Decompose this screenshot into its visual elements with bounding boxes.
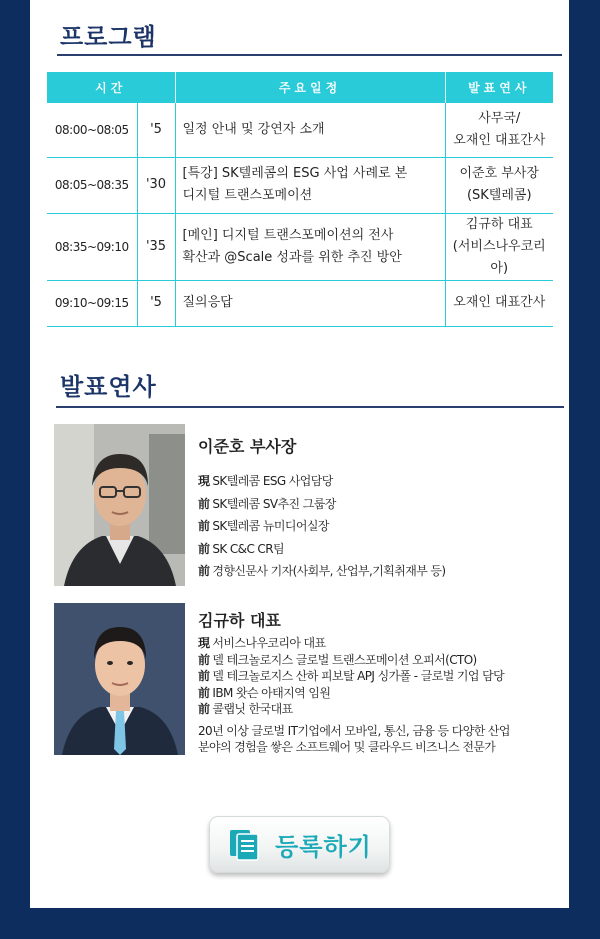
presenter-line: (서비스나우코리아) [452,238,546,276]
career-prefix: 前 [198,669,210,683]
career-prefix: 前 [198,564,210,578]
speaker-name: 김규하 대표 [198,611,281,630]
session-title-line: 질의응답 [182,295,233,310]
session-duration: '30 [137,157,175,213]
presenter-line: 이준호 부사장 [459,166,539,181]
session-presenter [445,280,553,326]
list-item [198,668,568,685]
summary-line: 분야의 경험을 쌓은 소프트웨어 및 클라우드 비즈니스 전문가 [198,739,496,754]
session-title [175,103,445,157]
career-text: 콜랩닛 한국대표 [212,702,293,716]
session-duration: '35 [137,213,175,280]
career-prefix: 前 [198,652,210,667]
session-time: 08:35~09:10 [47,213,137,280]
register-button[interactable] [209,816,390,873]
presenter-line: 오재인 대표간사 [453,295,546,310]
career-text: SK C&C CR팀 [212,541,284,556]
session-time: 08:00~08:05 [47,103,137,157]
career-prefix: 前 [198,519,210,533]
program-schedule-table [47,72,553,327]
career-prefix: 前 [198,541,210,556]
speaker-photo-kim [54,603,185,755]
list-item [198,493,568,516]
career-prefix: 前 [198,702,210,716]
session-presenter [445,103,553,157]
career-text: 델 테크놀로지스 글로벌 트랜스포메이션 오피서(CTO) [212,652,477,667]
career-text: IBM 왓슨 아태지역 임원 [212,685,331,700]
career-prefix: 前 [198,496,210,511]
table-row [47,157,553,213]
header-agenda: 주요일정 [175,72,445,103]
career-prefix: 前 [198,685,210,700]
header-presenter: 발표연사 [445,72,553,103]
list-item [198,635,568,652]
session-title-line: 확산과 @Scale 성과를 위한 추진 방안 [182,249,402,265]
career-text: SK텔레콤 ESG 사업담당 [212,474,333,488]
session-title-line: 디지털 트랜스포메이션 [182,188,313,203]
table-row [47,213,553,280]
session-duration: '5 [137,280,175,326]
presenter-line: 오재인 대표간사 [453,132,546,148]
list-item [198,470,568,493]
event-card [30,0,569,908]
session-title [175,157,445,213]
table-row [47,103,553,157]
speakers-section-title: 발표연사 [60,373,157,401]
speaker-bio-kim [198,608,568,755]
list-item [198,701,568,718]
speaker-career-list [198,635,568,718]
career-prefix: 現 [198,474,210,488]
speaker-photo-lee [54,424,185,586]
session-title-line: [메인] 디지털 트랜스포메이션의 전사 [182,227,394,243]
career-text: SK텔레콤 SV추진 그룹장 [212,496,336,511]
session-presenter [445,213,553,280]
summary-line: 20년 이상 글로벌 IT기업에서 모바일, 통신, 금융 등 다양한 산업 [198,723,510,738]
register-button-label: 등록하기 [275,833,372,861]
session-time: 09:10~09:15 [47,280,137,326]
career-text: 델 테크놀로지스 산하 피보탈 APJ 싱가폴 - 글로벌 기업 담당 [212,669,505,683]
presenter-line: 김규하 대표 [465,216,533,232]
speaker-career-list [198,470,568,583]
career-prefix: 現 [198,636,210,650]
speaker-summary [198,723,568,755]
header-time: 시간 [47,72,175,103]
speakers-title-divider [56,406,564,408]
list-item [198,515,568,538]
presenter-line: (SK텔레콤) [466,188,532,203]
session-duration: '5 [137,103,175,157]
session-title-line: [특강] SK텔레콤의 ESG 사업 사례로 본 [182,166,408,181]
schedule-header-row [47,72,553,103]
program-section-title: 프로그램 [60,23,157,51]
career-text: 서비스나우코리아 대표 [212,636,326,650]
session-title-line: 일정 안내 및 강연자 소개 [182,121,325,137]
document-icon [227,828,261,862]
list-item [198,538,568,561]
list-item [198,560,568,583]
career-text: 경향신문사 기자(사회부, 산업부,기획취재부 등) [212,564,446,578]
table-row [47,280,553,326]
program-title-divider [57,54,562,56]
session-title [175,280,445,326]
speaker-name: 이준호 부사장 [198,437,297,456]
session-presenter [445,157,553,213]
presenter-line: 사무국/ [478,110,521,126]
career-text: SK텔레콤 뉴미디어실장 [212,519,329,533]
list-item [198,652,568,669]
session-title [175,213,445,280]
session-time: 08:05~08:35 [47,157,137,213]
speaker-bio-lee [198,434,568,583]
list-item [198,685,568,702]
